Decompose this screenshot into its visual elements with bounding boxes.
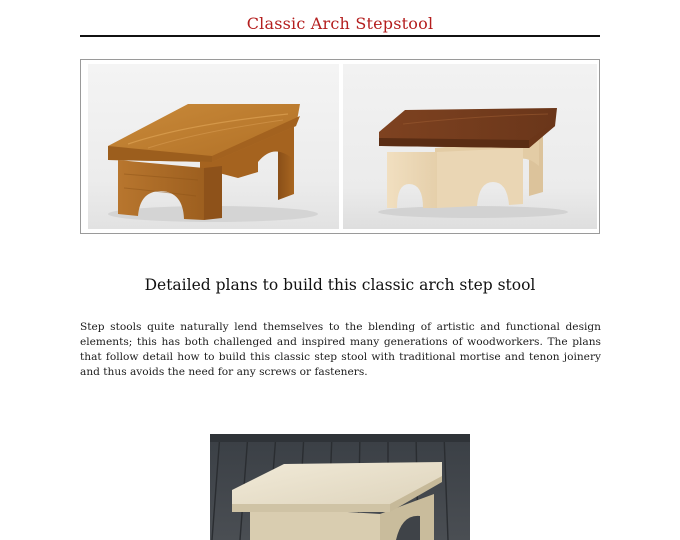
outdoor-stepstool-photo [210,434,470,540]
oak-stepstool-photo [88,64,339,229]
title-rule [80,35,600,37]
intro-paragraph: Step stools quite naturally lend themselves to the blending of artistic and functional design elements; this has both challenged and inspired many generations of woodworkers. The plans that follow detail how to build this classic step stool with traditional mortise and tenon joinery and thus avoids the need for any screws or fasteners. [80,321,601,379]
two-tone-stepstool-photo [343,64,597,229]
page-title: Classic Arch Stepstool [246,14,434,33]
photo-frame [80,59,600,234]
section-heading: Detailed plans to build this classic arch step stool [144,276,536,294]
